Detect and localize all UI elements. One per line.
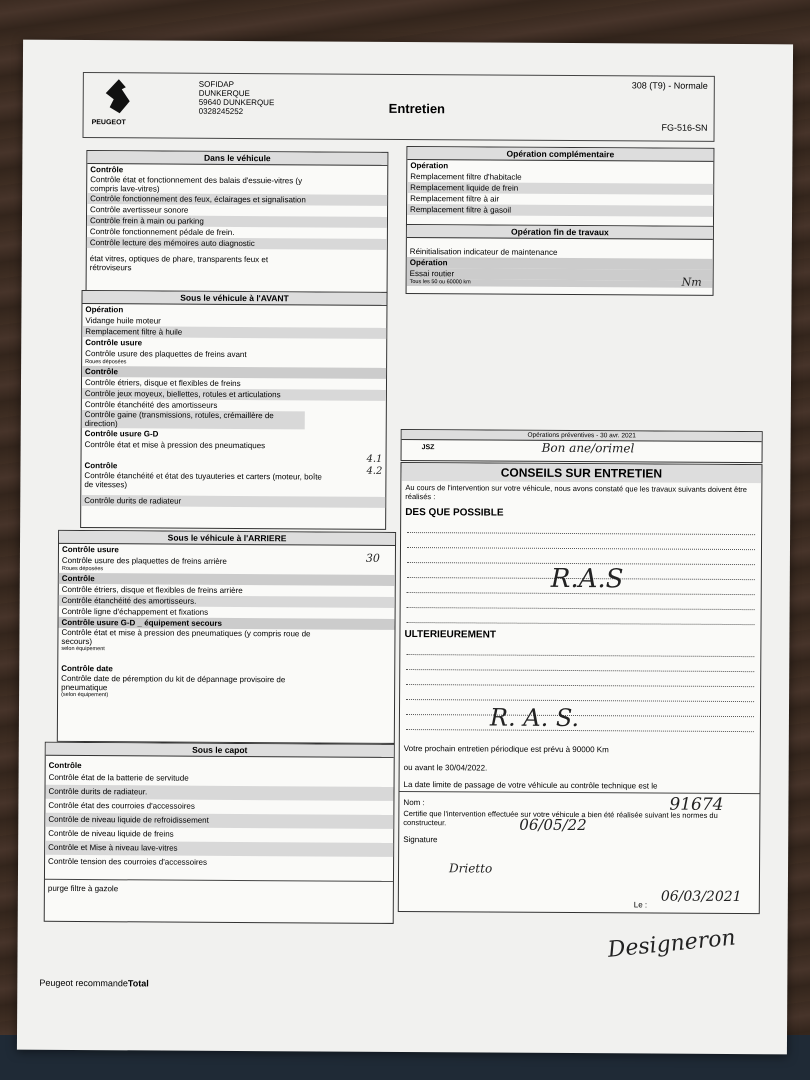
check-row: état vitres, optiques de phare, transparents feux et rétroviseurs [89,254,269,273]
dealer-line: DUNKERQUE [198,88,250,99]
maintenance-sheet [17,40,793,1055]
section-title: Opération fin de travaux [407,225,713,240]
check-row: Contrôle état et fonctionnement des balais d'essuie-vitres (y compris lave-vitres) [90,175,303,194]
check-row: Essai routier [407,268,713,281]
row-note: Roues déposées [85,359,127,366]
check-row: purge filtre à gazole [45,879,393,900]
check-row: Contrôle durits de radiateur. [45,785,393,801]
later-lines [400,640,761,732]
subsection-title: Contrôle usure [61,544,119,555]
check-row: Contrôle avertisseur sonore [90,205,189,215]
row-note: selon équipement [61,645,105,653]
check-row: Contrôle état de la batterie de servitude [48,772,189,783]
footer-brand: Total [127,978,149,989]
subsection-title: Contrôle [59,573,395,586]
next-service-date: ou avant le 30/04/2022. [403,762,488,773]
section-preventive [401,429,763,463]
check-row: Remplacement liquide de frein [407,182,713,195]
vehicle-model: 308 (T9) - Normale [631,80,708,91]
handwriting-41: 4.1 [366,453,383,465]
section-front [80,290,387,530]
brand-name: PEUGEOT [91,119,126,127]
advice-intro: Au cours de l'intervention sur votre véhicule, nous avons constaté que les travaux suivants doivent être réalisés : [405,483,748,502]
next-service: Votre prochain entretien périodique est prévu à 90000 Km [403,743,609,755]
technical-control: La date limite de passage de votre véhicule au contrôle technique est le [400,780,760,794]
dealer-info [199,80,275,116]
section-title: Sous le véhicule à l'AVANT [82,291,386,306]
section-title: Dans le véhicule [87,151,387,166]
footer [39,978,148,989]
check-row: Contrôle lecture des mémoires auto diagnostic [87,237,387,250]
handwriting-ras: R.A.S [550,563,624,595]
subsection-title: Contrôle usure G-D _ équipement secours [58,617,394,630]
section-vehicle-inside [86,150,389,294]
date-label: Le : [633,900,648,910]
check-row: Contrôle frein à main ou parking [87,215,387,228]
handwriting-42: 4.2 [366,465,383,477]
handwriting-bon: Bon ane/orimel [541,440,635,456]
license-plate: FG-516-SN [661,122,708,133]
subsection-title: Contrôle [82,366,386,379]
check-row: Contrôle état et mise à pression des pneumatiques (y compris roue de secours) [61,627,311,647]
check-row: Contrôle tension des courroies d'accessoires [48,856,208,867]
dealer-line: 0328245252 [198,106,244,117]
check-row: Contrôle usure des plaquettes de freins arrière [61,555,227,566]
name-label: Nom : [403,797,425,808]
row-note: Tous les 50 ou 60000 km [407,279,713,288]
dotted-line [407,608,755,625]
subsection-title: Contrôle [84,461,118,471]
check-row: Contrôle étriers, disque et flexibles de freins arrière [61,584,243,596]
check-row: Réinitialisation indicateur de maintenance [409,247,558,257]
preventive-code: JSZ [421,444,435,452]
header [82,72,714,142]
check-row: Contrôle date de péremption du kit de dépannage provisoire de pneumatique [61,673,286,693]
check-row: Contrôle état et mise à pression des pneumatiques [84,440,266,451]
subsection-title: Contrôle usure [85,338,143,348]
check-row: Remplacement filtre à gasoil [407,204,713,217]
row-note: Roues déposées [61,565,104,573]
check-row: Contrôle étanchéité des amortisseurs [84,400,218,410]
subsection-title: Opération [407,257,713,270]
check-row: Contrôle jeux moyeux, biellettes, rotules et articulations [82,388,386,401]
check-row: Contrôle fonctionnement des feux, éclairages et signalisation [87,193,387,206]
subsection-title: Opération [85,305,124,315]
subsection-title: Contrôle [48,760,82,771]
handwriting-ras-2: R. A. S. [489,703,580,733]
check-row: Contrôle état des courroies d'accessoires [48,800,195,811]
dealer-line: 59640 DUNKERQUE [198,97,275,108]
check-row: Vidange huile moteur [85,316,161,326]
dealer-line: SOFIDAP [198,79,234,89]
handwriting-km: 91674 [669,794,724,815]
section-hood [44,742,395,924]
footer-text: Peugeot recommande [39,977,128,989]
asap-heading: DES QUE POSSIBLE [405,507,504,519]
check-row: Contrôle usure des plaquettes de freins avant [85,349,247,360]
section-title: Opérations préventives - 30 avr. 2021 [402,430,762,442]
check-row: Contrôle étanchéité et état des tuyauteries et carters (moteur, boîte de vitesses) [84,471,322,490]
signature-label: Signature [403,834,438,845]
section-complementary [406,146,714,228]
check-row: Contrôle étanchéité des amortisseurs. [59,595,395,608]
check-row: Remplacement filtre à huile [82,326,386,339]
subsection-title: Opération [410,161,449,171]
handwriting-date-signature: 06/03/2021 [660,888,742,906]
handwritten-signature: Designeron [606,925,737,963]
handwriting-name: Drietto [448,861,493,876]
check-row: Contrôle étriers, disque et flexibles de freins [84,378,241,388]
section-title: Sous le capot [46,743,394,758]
later-heading: ULTERIEUREMENT [404,628,496,641]
check-row: Contrôle ligne d'échappement et fixations [61,606,209,617]
page-title: Entretien [388,100,446,117]
subsection-title: Contrôle usure G-D [84,429,159,439]
handwriting-nm: Nm [681,275,702,289]
row-note: (selon équipement) [61,691,109,699]
section-rear [57,530,396,744]
section-title: Sous le véhicule à l'ARRIERE [59,531,395,546]
handwriting-30: 30 [365,551,380,565]
section-title: Opération complémentaire [407,147,713,162]
check-row: Contrôle de niveau liquide de freins [48,828,174,839]
section-end-work [406,224,714,296]
peugeot-logo [96,77,142,117]
check-row: Remplacement filtre à air [410,194,500,204]
certification-text: Certifie que l'intervention effectuée sur votre véhicule a bien été réalisée suivant les normes du constructeur. [403,808,718,828]
check-row: Contrôle gaine (transmissions, rotules, crémaillère de direction) [82,410,305,429]
dotted-line [406,715,754,732]
check-row: Remplacement filtre d'habitacle [410,172,522,182]
check-row: Contrôle et Mise à niveau lave-vitres [45,841,393,857]
handwriting-date-next: 06/05/22 [519,815,587,835]
subsection-title: Contrôle date [61,663,113,674]
subsection-title: Contrôle [90,165,124,175]
advice-title: CONSEILS SUR ENTRETIEN [401,463,761,483]
check-row: Contrôle de niveau liquide de refroidissement [45,813,393,829]
check-row: Contrôle fonctionnement pédale de frein. [89,227,235,237]
check-row: Contrôle durits de radiateur [81,495,385,508]
section-advice [398,462,763,914]
